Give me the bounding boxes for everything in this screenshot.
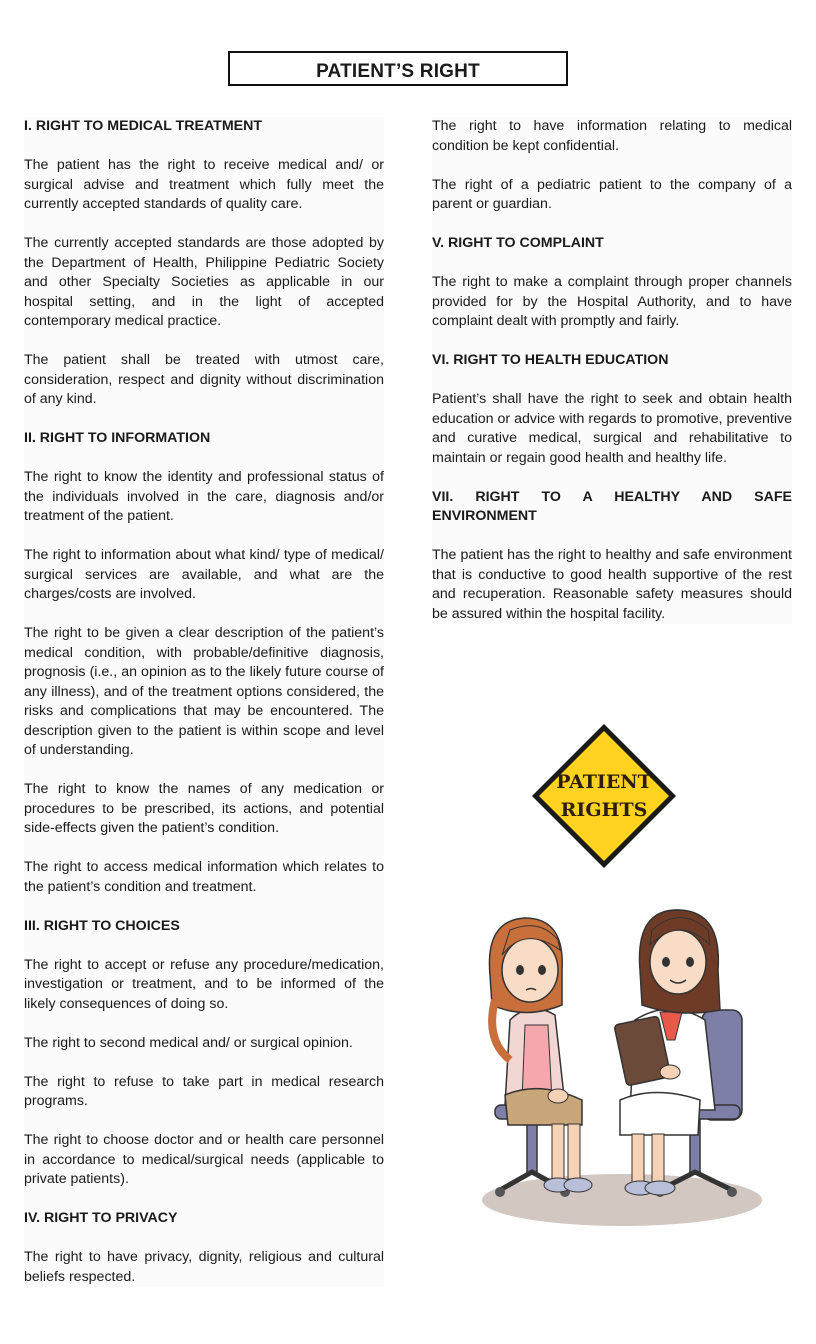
patient-rights-sign: [530, 722, 678, 870]
paragraph: The currently accepted standards are those adopted by the Department of Health, Philippine Pediatric Society and other Specialty Societies as applicable in our hospital setting, and in the light of accepted contemporary medical practice.: [24, 235, 384, 329]
paragraph: The right to have privacy, dignity, religious and cultural beliefs respected.: [24, 1249, 384, 1285]
paragraph: The right of a pediatric patient to the company of a parent or guardian.: [432, 176, 792, 212]
doctor-patient-illustration: [470, 900, 770, 1230]
paragraph: The right to second medical and/ or surgical opinion.: [24, 1034, 353, 1051]
sign-line-1: PATIENT: [556, 771, 652, 793]
page-title: PATIENT’S RIGHT: [316, 60, 480, 82]
paragraph: The right to refuse to take part in medical research programs.: [24, 1073, 384, 1109]
paragraph: The right to choose doctor and or health care personnel in accordance to medical/surgical needs (applicable to private patients).: [24, 1132, 384, 1187]
paragraph: The right to be given a clear description of the patient’s medical condition, with probable/definitive diagnosis, prognosis (i.e., an opinion as to the likely future course of any illness), and of the treatment options considered, the risks and complications that may be encountered. The description given to the patient is within scope and level of understanding.: [24, 625, 384, 758]
warning-sign-icon: [530, 722, 678, 870]
section-heading-information: II. RIGHT TO INFORMATION: [24, 430, 211, 446]
paragraph: The right to make a complaint through proper channels provided for by the Hospital Authority, and to have complaint dealt with promptly and fairly.: [432, 274, 792, 329]
paragraph: The patient shall be treated with utmost care, consideration, respect and dignity without discrimination of any kind.: [24, 352, 384, 407]
paragraph: The right to know the identity and professional status of the individuals involved in the care, diagnosis and/or treatment of the patient.: [24, 469, 384, 524]
paragraph: The right to know the names of any medication or procedures to be prescribed, its actions, and potential side-effects given the patient’s condition.: [24, 781, 384, 836]
paragraph: The patient has the right to receive medical and/ or surgical advise and treatment which fully meet the currently accepted standards of quality care.: [24, 157, 384, 212]
left-column: [24, 117, 384, 1287]
paragraph: The right to access medical information which relates to the patient’s condition and treatment.: [24, 859, 384, 895]
paragraph: The patient has the right to healthy and safe environment that is conductive to good health supportive of the rest and recuperation. Reasonable safety measures should be assured within the hospital facility.: [432, 547, 792, 622]
paragraph: The right to accept or refuse any procedure/medication, investigation or treatment, and to be informed of the likely consequences of doing so.: [24, 956, 384, 1012]
paragraph: The right to have information relating to medical condition be kept confidential.: [432, 118, 792, 154]
right-column: [432, 117, 792, 624]
sign-line-2: RIGHTS: [560, 799, 648, 821]
paragraph: Patient’s shall have the right to seek and obtain health education or advice with regards to promotive, preventive and curative medical, surgical and rehabilitative to maintain or regain good health and healthy life.: [432, 391, 792, 466]
section-heading-choices: III. RIGHT TO CHOICES: [24, 917, 180, 934]
section-heading-medical-treatment: I. RIGHT TO MEDICAL TREATMENT: [24, 118, 263, 134]
title-box: [228, 51, 568, 86]
doctor-patient-icon: [470, 900, 770, 1230]
section-heading-health-education: VI. RIGHT TO HEALTH EDUCATION: [432, 352, 669, 368]
section-heading-complaint: V. RIGHT TO COMPLAINT: [432, 235, 604, 251]
section-heading-privacy: IV. RIGHT TO PRIVACY: [24, 1210, 178, 1226]
paragraph: The right to information about what kind/ type of medical/ surgical services are available, and what are the charges/costs are involved.: [24, 547, 384, 602]
section-heading-safe-environment: VII. RIGHT TO A HEALTHY AND SAFE ENVIRONMENT: [432, 488, 792, 524]
